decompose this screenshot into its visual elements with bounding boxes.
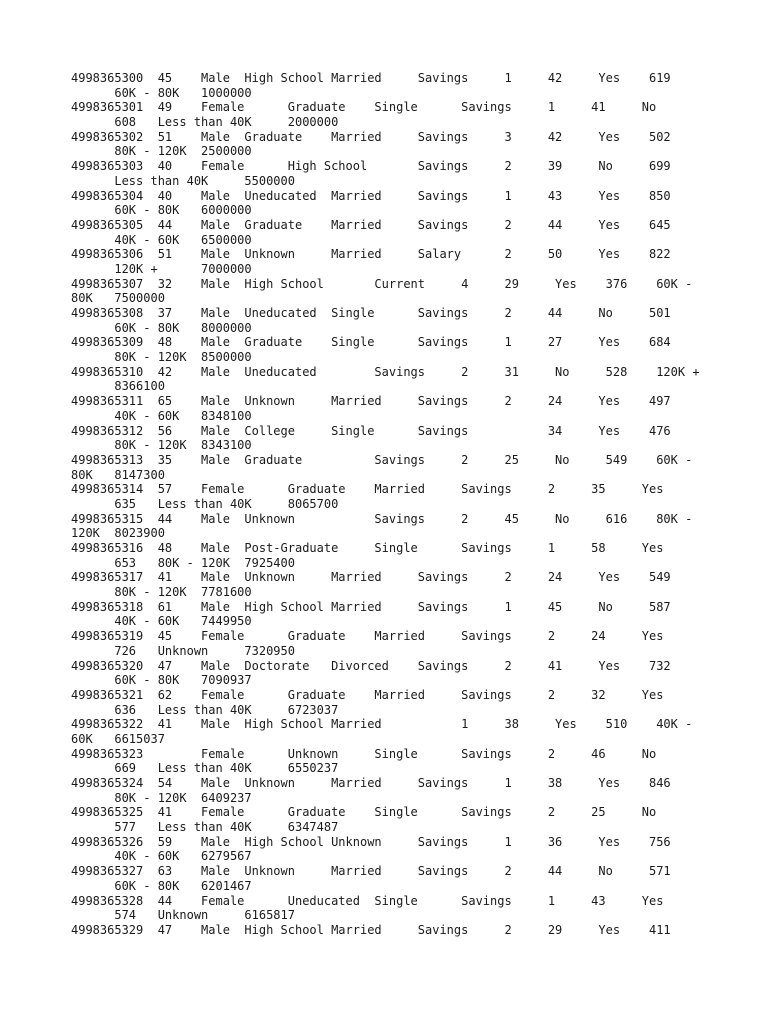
text-line: 4998365322 41 Male High School Married 1 38 Yes 510 40K - (71, 717, 693, 732)
text-line: 4998365323 Female Unknown Single Savings 2 46 No (71, 746, 657, 761)
text-line: 653 80K - 120K 7925400 (71, 555, 295, 570)
text-line: 4998365321 62 Female Graduate Married Savings 2 32 Yes (71, 687, 664, 702)
text-line: 4998365300 45 Male High School Married Savings 1 42 Yes 619 (71, 71, 671, 85)
text-line: 4998365312 56 Male College Single Savings 34 Yes 476 (71, 423, 671, 438)
text-line: 4998365327 63 Male Unknown Married Savings 2 44 No 571 (71, 864, 671, 879)
text-line: 636 Less than 40K 6723037 (71, 702, 339, 717)
text-line: 4998365304 40 Male Uneducated Married Savings 1 43 Yes 850 (71, 188, 671, 203)
text-line: 60K - 80K 1000000 (71, 85, 252, 100)
text-line: 40K - 60K 6500000 (71, 232, 252, 247)
text-line: 4998365326 59 Male High School Unknown Savings 1 36 Yes 756 (71, 834, 671, 849)
text-line: 4998365325 41 Female Graduate Single Savings 2 25 No (71, 805, 657, 820)
text-line: 4998365328 44 Female Uneducated Single Savings 1 43 Yes (71, 893, 664, 908)
text-line: 4998365307 32 Male High School Current 4 29 Yes 376 60K - (71, 276, 693, 291)
text-line: 4998365314 57 Female Graduate Married Savings 2 35 Yes (71, 482, 664, 497)
text-line: Less than 40K 5500000 (71, 173, 295, 188)
text-line: 4998365303 40 Female High School Savings 2 39 No 699 (71, 159, 671, 174)
text-line: 4998365316 48 Male Post-Graduate Single Savings 1 58 Yes (71, 541, 664, 555)
text-line: 80K - 120K 8500000 (71, 350, 252, 365)
data-listing (71, 71, 761, 938)
text-line: 4998365309 48 Male Graduate Single Savings 1 27 Yes 684 (71, 335, 671, 350)
text-line: 4998365315 44 Male Unknown Savings 2 45 No 616 80K - (71, 511, 693, 526)
text-line: 4998365324 54 Male Unknown Married Savings 1 38 Yes 846 (71, 776, 671, 790)
text-line: 4998365301 49 Female Graduate Single Savings 1 41 No (71, 100, 657, 115)
text-line: 4998365329 47 Male High School Married Savings 2 29 Yes 411 (71, 922, 671, 937)
text-line: 4998365302 51 Male Graduate Married Savings 3 42 Yes 502 (71, 129, 671, 144)
text-line: 60K - 80K 8000000 (71, 320, 252, 335)
text-line: 635 Less than 40K 8065700 (71, 496, 339, 511)
text-line: 60K - 80K 7090937 (71, 673, 252, 688)
text-line: 4998365317 41 Male Unknown Married Savings 2 24 Yes 549 (71, 570, 671, 585)
text-line: 4998365306 51 Male Unknown Married Salary 2 50 Yes 822 (71, 247, 671, 262)
text-line: 60K - 80K 6000000 (71, 203, 252, 218)
text-line: 577 Less than 40K 6347487 (71, 820, 339, 835)
text-line: 574 Unknown 6165817 (71, 908, 295, 923)
text-line: 4998365305 44 Male Graduate Married Savings 2 44 Yes 645 (71, 217, 671, 232)
text-line: 40K - 60K 8348100 (71, 408, 252, 423)
text-line: 80K - 120K 6409237 (71, 790, 252, 805)
text-line: 669 Less than 40K 6550237 (71, 761, 339, 776)
text-line: 80K - 120K 2500000 (71, 144, 252, 159)
text-line: 4998365311 65 Male Unknown Married Savings 2 24 Yes 497 (71, 394, 671, 409)
text-line: 60K 6615037 (71, 731, 165, 746)
text-line: 60K - 80K 6201467 (71, 878, 252, 893)
text-line: 80K - 120K 7781600 (71, 585, 252, 600)
text-line: 80K - 120K 8343100 (71, 438, 252, 453)
text-line: 40K - 60K 7449950 (71, 614, 252, 629)
text-line: 40K - 60K 6279567 (71, 849, 252, 864)
text-line: 4998365313 35 Male Graduate Savings 2 25 No 549 60K - (71, 452, 693, 467)
text-line: 120K + 7000000 (71, 261, 252, 276)
text-line: 80K 8147300 (71, 467, 165, 482)
text-line: 4998365308 37 Male Uneducated Single Savings 2 44 No 501 (71, 306, 671, 320)
text-line: 608 Less than 40K 2000000 (71, 115, 339, 130)
text-line: 726 Unknown 7320950 (71, 643, 295, 658)
text-line: 8366100 (71, 379, 165, 394)
text-line: 4998365319 45 Female Graduate Married Savings 2 24 Yes (71, 629, 664, 644)
text-line: 4998365320 47 Male Doctorate Divorced Savings 2 41 Yes 732 (71, 658, 671, 673)
text-line: 4998365318 61 Male High School Married Savings 1 45 No 587 (71, 599, 671, 614)
text-line: 120K 8023900 (71, 526, 165, 541)
text-line: 80K 7500000 (71, 291, 165, 306)
text-line: 4998365310 42 Male Uneducated Savings 2 31 No 528 120K + (71, 364, 700, 379)
